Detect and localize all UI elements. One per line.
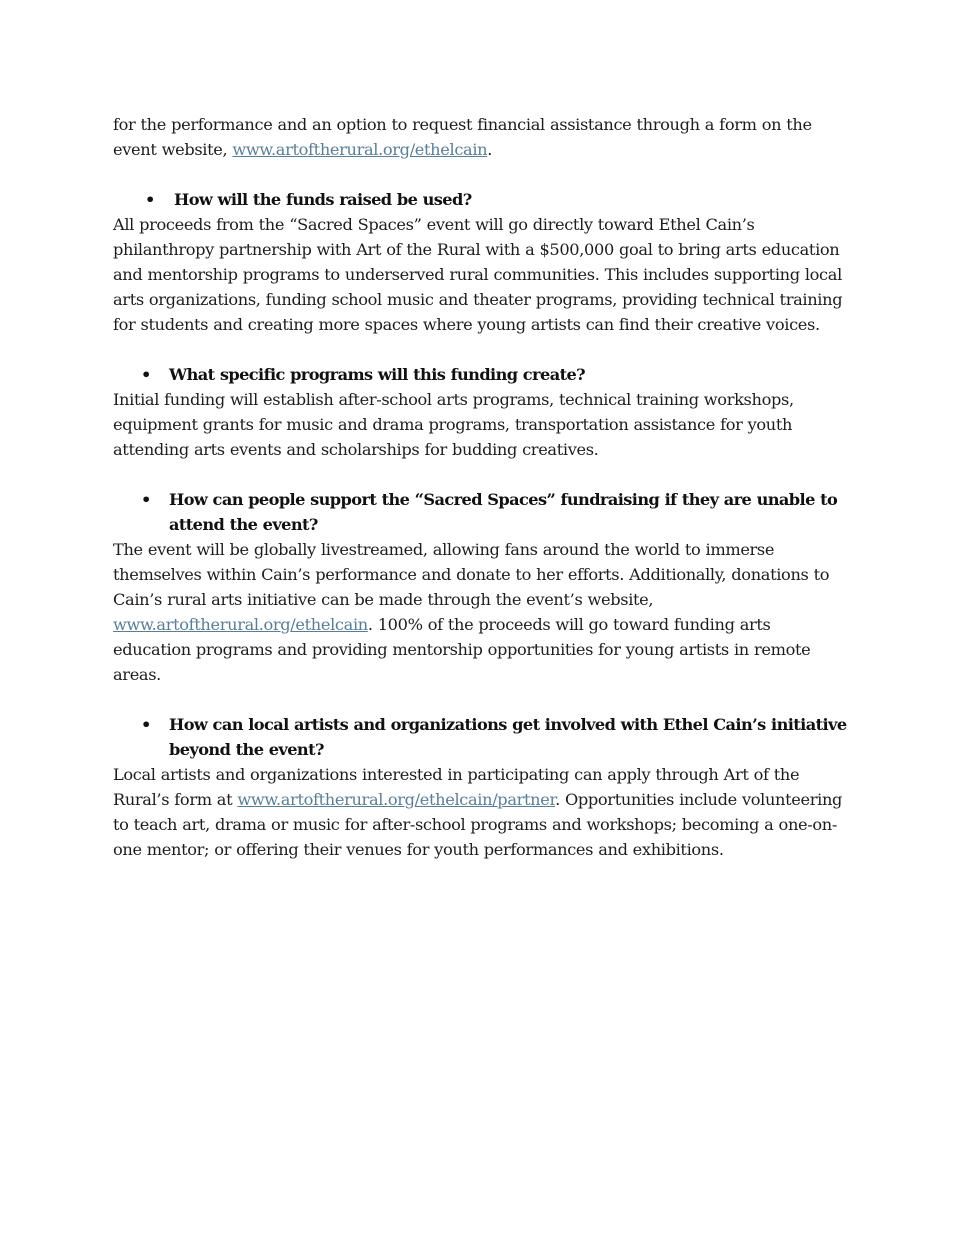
intro-text-end: .: [487, 140, 493, 159]
partner-form-link[interactable]: www.artoftherural.org/ethelcain/partner: [237, 790, 556, 809]
bullet-icon: •: [145, 190, 155, 209]
question-text: How can people support the “Sacred Spaces” fundraising if they are unable to attend the event?: [169, 490, 838, 534]
bullet-icon: •: [141, 365, 151, 384]
faq-answer-support-remotely: [113, 537, 853, 687]
intro-text: for the performance and an option to request financial assistance through a form on the event website,: [113, 115, 812, 159]
answer-text: The event will be globally livestreamed, allowing fans around the world to immerse themselves within Cain’s performance and donate to her efforts. Additionally, donations to Cain’s rural arts initiative can be made through the event’s website,: [113, 540, 830, 609]
answer-text: Local artists and organizations interested in participating can apply through Art of the Rural’s form at: [113, 765, 800, 809]
faq-question-get-involved: [113, 712, 853, 762]
question-text: How will the funds raised be used?: [174, 190, 472, 209]
question-text: What specific programs will this funding create?: [169, 365, 586, 384]
intro-paragraph: [113, 112, 853, 162]
faq-answer-get-involved: [113, 762, 853, 862]
answer-text-end: . Opportunities include volunteering to teach art, drama or music for after-school programs and workshops; becoming a one-on-one mentor; or offering their venues for youth performances and exhibitions.: [113, 790, 843, 859]
answer-text-end: . 100% of the proceeds will go toward funding arts education programs and providing mentorship opportunities for young artists in remote areas.: [113, 615, 811, 684]
donation-website-link[interactable]: www.artoftherural.org/ethelcain: [113, 615, 368, 634]
bullet-icon: •: [141, 490, 151, 509]
bullet-icon: •: [141, 715, 151, 734]
question-text: How can local artists and organizations get involved with Ethel Cain’s initiative beyond the event?: [169, 715, 847, 759]
faq-answer-specific-programs: [113, 387, 853, 462]
faq-question-specific-programs: [113, 362, 853, 387]
document-body: [113, 112, 853, 887]
faq-answer-funds-use: [113, 212, 853, 337]
faq-question-funds-use: [113, 187, 853, 212]
event-website-link[interactable]: www.artoftherural.org/ethelcain: [232, 140, 488, 159]
answer-text: All proceeds from the “Sacred Spaces” event will go directly toward Ethel Cain’s philanthropy partnership with Art of the Rural with a $500,000 goal to bring arts education and mentorship programs to underserved rural communities. This includes supporting local arts organizations, funding school music and theater programs, providing technical training for students and creating more spaces where young artists can find their creative voices.: [113, 215, 843, 334]
answer-text: Initial funding will establish after-school arts programs, technical training workshops, equipment grants for music and drama programs, transportation assistance for youth attending arts events and scholarships for budding creatives.: [113, 390, 794, 459]
faq-question-support-remotely: [113, 487, 853, 537]
